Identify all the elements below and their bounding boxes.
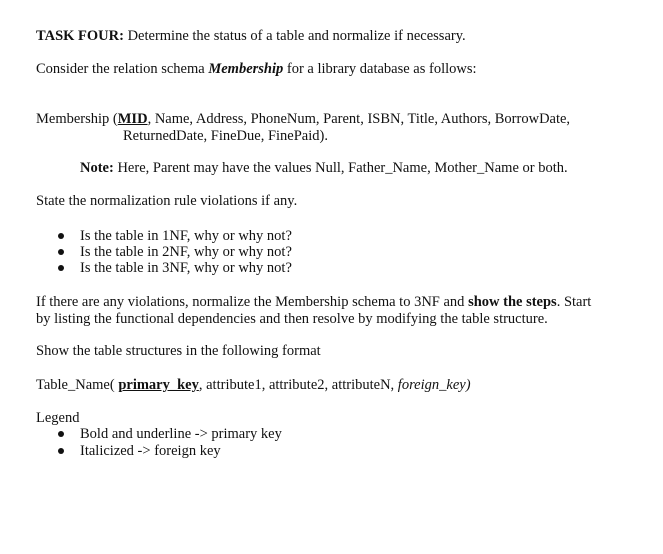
legend-item: Italicized -> foreign key <box>80 443 221 459</box>
format-prefix: Table_Name( <box>36 377 119 393</box>
schema-primary-key: MID <box>117 111 148 127</box>
note-line <box>80 160 568 177</box>
format-prompt: Show the table structures in the following format <box>36 343 321 359</box>
bullet-icon <box>58 265 64 271</box>
schema-name-open: Membership ( <box>36 111 118 127</box>
legend-title: Legend <box>36 410 80 426</box>
instructions-line-1 <box>36 294 591 311</box>
instructions-after: . Start <box>556 294 592 310</box>
schema-line-1 <box>36 111 570 128</box>
bullet-icon <box>58 233 64 239</box>
intro-after: for a library database as follows: <box>283 61 477 77</box>
question-item: Is the table in 1NF, why or why not? <box>80 228 292 244</box>
question-item: Is the table in 2NF, why or why not? <box>80 244 292 260</box>
task-heading-line <box>36 28 466 45</box>
format-foreign-key: foreign_key) <box>397 377 471 393</box>
format-middle: , attribute1, attribute2, attributeN, <box>198 377 398 393</box>
note-label: Note: <box>80 160 114 176</box>
schema-attributes-1: , Name, Address, PhoneNum, Parent, ISBN, Title, Authors, BorrowDate, <box>147 111 571 127</box>
format-primary-key: primary_key <box>118 377 199 393</box>
violations-prompt: State the normalization rule violations if any. <box>36 193 298 209</box>
schema-line-2 <box>123 128 328 145</box>
schema-attributes-2: ReturnedDate, FineDue, FinePaid). <box>123 128 328 144</box>
task-heading: TASK FOUR: <box>36 28 124 44</box>
note-text: Here, Parent may have the values Null, Father_Name, Mother_Name or both. <box>113 160 568 176</box>
bullet-icon <box>58 431 64 437</box>
instructions-line-2: by listing the functional dependencies and then resolve by modifying the table structure. <box>36 311 548 327</box>
instructions-bold: show the steps <box>468 294 557 310</box>
schema-name-emphasis: Membership <box>208 61 284 77</box>
intro-line <box>36 61 477 78</box>
format-example <box>36 377 471 394</box>
legend-item: Bold and underline -> primary key <box>80 426 282 442</box>
bullet-icon <box>58 249 64 255</box>
task-text: Determine the status of a table and normalize if necessary. <box>123 28 466 44</box>
intro-before: Consider the relation schema <box>36 61 209 77</box>
bullet-icon <box>58 448 64 454</box>
question-item: Is the table in 3NF, why or why not? <box>80 260 292 276</box>
instructions-before: If there are any violations, normalize the Membership schema to 3NF and <box>36 294 469 310</box>
